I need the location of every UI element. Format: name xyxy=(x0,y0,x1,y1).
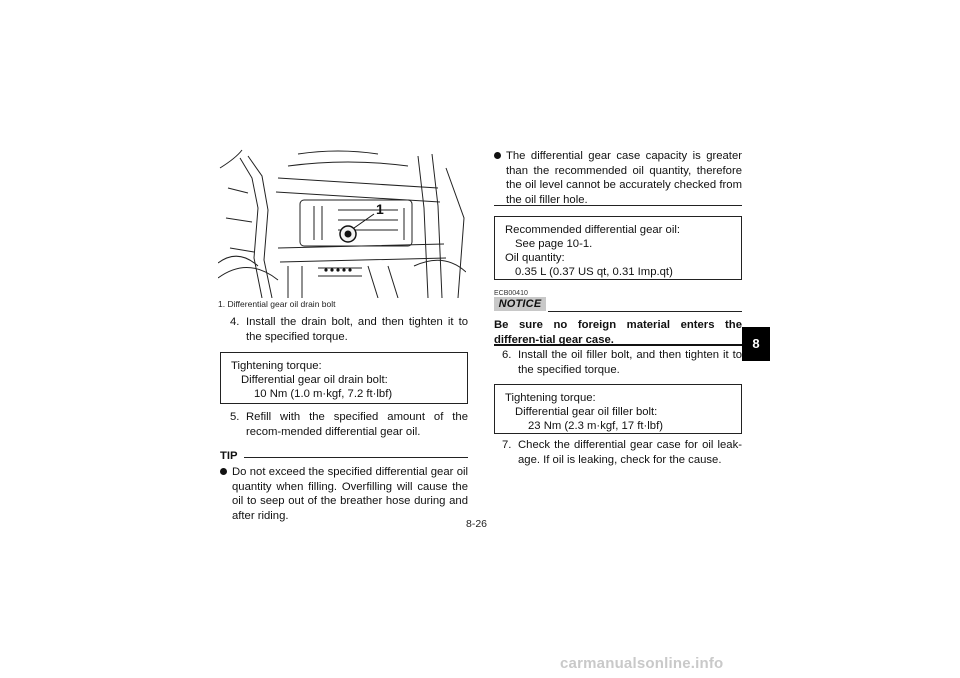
torque-value: 23 Nm (2.3 m·kgf, 17 ft·lbf) xyxy=(528,420,663,432)
drain-bolt-figure xyxy=(218,148,466,298)
bullet-icon xyxy=(220,468,227,475)
tip-bullet xyxy=(220,465,468,525)
drain-bolt-marker xyxy=(340,214,374,242)
notice-top-rule xyxy=(548,311,742,312)
step-6 xyxy=(502,348,742,380)
notice-code: ECB00410 xyxy=(494,290,528,297)
filler-torque-box xyxy=(494,384,742,434)
torque-heading: Tightening torque: xyxy=(505,392,596,404)
step-number: 6. xyxy=(502,349,512,361)
step-text: Install the oil filler bolt, and then tighten it to the specified torque. xyxy=(518,349,742,376)
step-number: 7. xyxy=(502,439,512,451)
tip-label: TIP xyxy=(220,450,238,462)
oil-quantity-label: Oil quantity: xyxy=(505,252,565,264)
torque-item: Differential gear oil drain bolt: xyxy=(241,374,388,386)
oil-heading: Recommended differential gear oil: xyxy=(505,224,680,236)
page-number: 8-26 xyxy=(466,518,488,530)
notice-bottom-rule xyxy=(494,344,742,346)
tip-bullet-text: Do not exceed the specified differential gear oil quantity when filling. Overfilling will cause the oil to seep out of the breather hose during and after riding. xyxy=(232,466,468,522)
notice-text: Be sure no foreign material enters the differen-tial gear case. xyxy=(494,319,742,346)
chapter-tab: 8 xyxy=(742,327,770,361)
bullet-icon xyxy=(494,152,501,159)
callout-number: 1 xyxy=(376,201,384,217)
step-5 xyxy=(230,410,468,442)
oil-spec-box xyxy=(494,216,742,280)
step-text: Install the drain bolt, and then tighten it to the specified torque. xyxy=(246,316,468,343)
tip-bottom-rule xyxy=(494,205,742,206)
step-7 xyxy=(502,438,742,470)
tip-top-rule xyxy=(244,457,468,458)
notice-badge: NOTICE xyxy=(494,297,546,311)
step-number: 4. xyxy=(230,316,240,328)
oil-quantity-value: 0.35 L (0.37 US qt, 0.31 Imp.qt) xyxy=(515,266,673,278)
torque-value: 10 Nm (1.0 m·kgf, 7.2 ft·lbf) xyxy=(254,388,393,400)
capacity-bullet xyxy=(494,149,742,209)
torque-item: Differential gear oil filler bolt: xyxy=(515,406,658,418)
step-text: Refill with the specified amount of the recom-mended differential gear oil. xyxy=(246,411,468,438)
oil-heading-value: See page 10-1. xyxy=(515,238,593,250)
torque-heading: Tightening torque: xyxy=(231,360,322,372)
step-4 xyxy=(230,315,468,347)
capacity-bullet-text: The differential gear case capacity is greater than the recommended oil quantity, therefore the oil level cannot be accurately checked from the oil filler hole. xyxy=(506,150,742,206)
figure-caption: 1. Differential gear oil drain bolt xyxy=(218,299,336,309)
watermark: carmanualsonline.info xyxy=(560,655,724,672)
step-number: 5. xyxy=(230,411,240,423)
drain-bolt-illustration xyxy=(218,148,466,298)
step-text: Check the differential gear case for oil leak-age. If oil is leaking, check for the cause. xyxy=(518,439,742,466)
drain-torque-box xyxy=(220,352,468,404)
